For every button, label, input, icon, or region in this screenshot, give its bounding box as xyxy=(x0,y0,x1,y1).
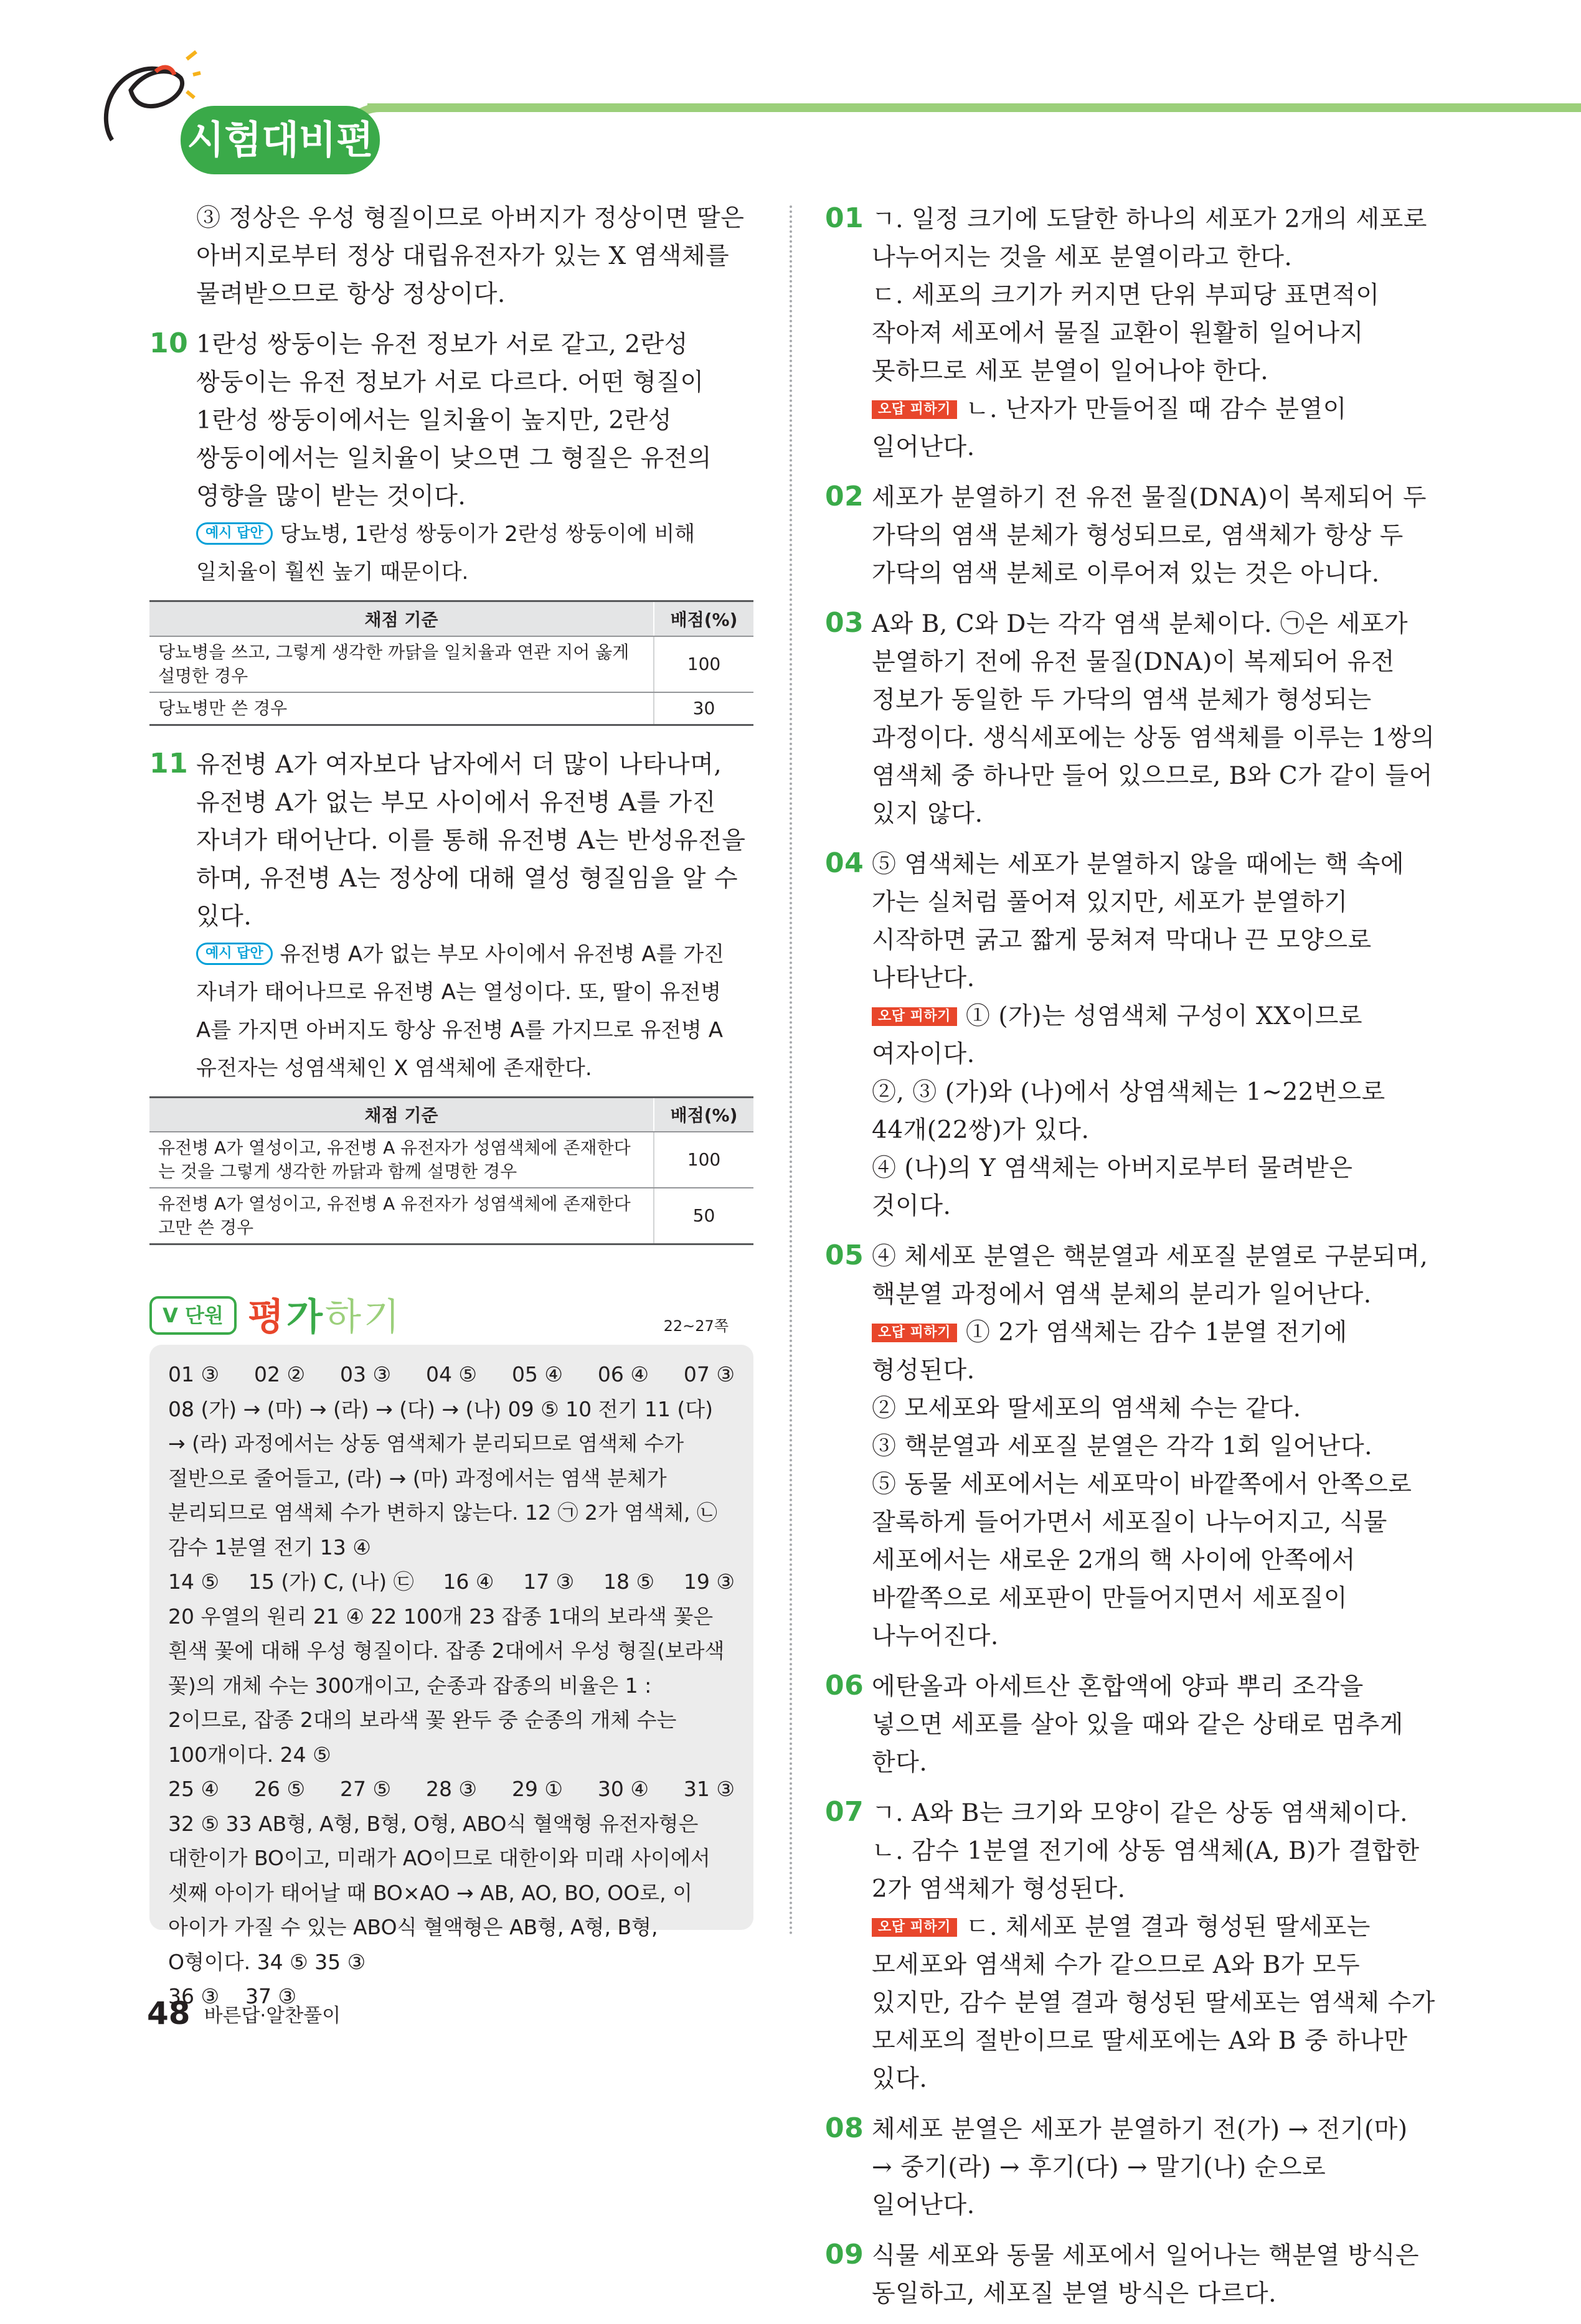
unit-badge: V 단원 xyxy=(149,1296,237,1335)
explanation-text: ④ (나)의 Y 염색체는 아버지로부터 물려받은 것이다. xyxy=(872,1154,1353,1220)
question-09 xyxy=(825,2236,1435,2313)
example-answer-text: 유전병 A가 없는 부모 사이에서 유전병 A를 가진 자녀가 태어나므로 유전병 A는 열성이다. 또, 딸이 유전병 A를 가지면 아버지도 항상 유전병 A를 가지므로 유전병 A 유전자는 성염색체인 X 염색체에 존재한다. xyxy=(196,941,725,1081)
wrong-answer-badge: 오답 피하기 xyxy=(872,1324,957,1342)
answer-item: 28 ③ xyxy=(425,1777,478,1801)
criteria-cell: 당뇨병을 쓰고, 그렇게 생각한 까닭을 일치율과 연관 지어 옳게 설명한 경우 xyxy=(149,636,654,692)
explanation-text: 유전병 A가 여자보다 남자에서 더 많이 나타나며, 유전병 A가 없는 부모 사이에서 유전병 A를 가진 자녀가 태어난다. 이를 통해 유전병 A는 반성유전을 하며, 유전병 A는 정상에 대해 열성 형질임을 알 수 있다. xyxy=(196,750,746,931)
evaluation-title-part: 하기 xyxy=(324,1296,402,1339)
evaluation-header xyxy=(149,1282,753,1351)
answer-item: 02 ② xyxy=(253,1362,306,1386)
question-07 xyxy=(825,1793,1435,2098)
example-answer-badge: 예시 답안 xyxy=(196,522,273,545)
question-number: 02 xyxy=(825,481,864,512)
table-row xyxy=(149,692,753,725)
criteria-cell: 당뇨병만 쓴 경우 xyxy=(149,692,654,725)
page-number: 48 xyxy=(147,1995,191,2031)
table-header-score: 배점(%) xyxy=(654,1097,753,1132)
explanation-text: ㄷ. 체세포 분열 결과 형성된 딸세포는 모세포와 염색체 수가 같으므로 A와 B가 모두 있지만, 감수 분열 결과 형성된 딸세포는 염색체 수가 모세포의 절반이므로 딸세포에는 A와 B 중 하나만 있다. xyxy=(872,1913,1435,2093)
left-column xyxy=(149,199,753,1264)
explanation-text: ① 2가 염색체는 감수 1분열 전기에 형성된다. xyxy=(872,1319,1347,1385)
answer-paragraph: 32 ⑤ 33 AB형, A형, B형, O형, ABO식 혈액형 유전자형은 대한이가 BO이고, 미래가 AO이므로 대한이와 미래 사이에서 셋째 아이가 태어날 때 BO×AO → AB, AO, BO, OO로, 이 아이가 가질 수 있는 ABO식 혈액형은 AB형, A형, B형, O형이다. 34 ⑤ 35 ③ xyxy=(168,1811,710,1974)
question-number: 05 xyxy=(825,1240,864,1271)
answer-item: 19 ③ xyxy=(683,1569,735,1594)
explanation-text: ④ 체세포 분열은 핵분열과 세포질 분열로 구분되며, 핵분열 과정에서 염색 분체의 분리가 일어난다. xyxy=(872,1243,1428,1309)
question-02 xyxy=(825,478,1435,593)
column-divider xyxy=(790,205,792,1936)
answer-item: 27 ⑤ xyxy=(339,1777,392,1801)
wrong-answer-badge: 오답 피하기 xyxy=(872,1918,957,1937)
answer-item: 16 ④ xyxy=(443,1569,494,1594)
wrong-answer-badge: 오답 피하기 xyxy=(872,1007,957,1026)
explanation-text: ②, ③ (가)와 (나)에서 상염색체는 1~22번으로 44개(22쌍)가 있다. xyxy=(872,1078,1385,1144)
score-cell: 50 xyxy=(654,1188,753,1244)
book-section-title: 바른답·알찬풀이 xyxy=(204,2004,341,2027)
table-row xyxy=(149,1132,753,1188)
answer-item: 25 ④ xyxy=(168,1777,220,1801)
question-05 xyxy=(825,1236,1435,1655)
answer-item: 30 ④ xyxy=(597,1777,649,1801)
answer-key-box xyxy=(149,1345,753,2008)
explanation-text: 에탄올과 아세트산 혼합액에 양파 뿌리 조각을 넣으면 세포를 살아 있을 때와 같은 상태로 멈추게 한다. xyxy=(872,1673,1404,1777)
question-number: 01 xyxy=(825,202,864,234)
explanation-text: ㄴ. 난자가 만들어질 때 감수 분열이 일어난다. xyxy=(872,395,1347,461)
right-column xyxy=(825,199,1435,2324)
example-answer-11 xyxy=(149,936,753,1088)
answer-item: 15 (가) C, (나) ㉢ xyxy=(248,1569,414,1594)
answer-item: 01 ③ xyxy=(168,1362,220,1386)
question-11 xyxy=(149,745,753,936)
explanation-text: ② 모세포와 딸세포의 염색체 수는 같다. xyxy=(872,1395,1301,1423)
table-row xyxy=(149,636,753,692)
evaluation-title-part: 평 xyxy=(248,1296,286,1339)
score-cell: 100 xyxy=(654,1132,753,1188)
score-cell: 30 xyxy=(654,692,753,725)
criteria-cell: 유전병 A가 열성이고, 유전병 A 유전자가 성염색체에 존재한다는 것을 그렇게 생각한 까닭과 함께 설명한 경우 xyxy=(149,1132,654,1188)
explanation-text: ㄱ. 일정 크기에 도달한 하나의 세포가 2개의 세포로 나누어지는 것을 세포 분열이라고 한다. xyxy=(872,205,1427,271)
answer-row xyxy=(168,1564,735,1599)
explanation-text: 세포가 분열하기 전 유전 물질(DNA)이 복제되어 두 가닥의 염색 분체가 형성되므로, 염색체가 항상 두 가닥의 염색 분체로 이루어져 있는 것은 아니다. xyxy=(872,484,1427,588)
criteria-cell: 유전병 A가 열성이고, 유전병 A 유전자가 성염색체에 존재한다고만 쓴 경우 xyxy=(149,1188,654,1244)
question-06 xyxy=(825,1667,1435,1782)
question-01 xyxy=(825,199,1435,466)
answer-item: 06 ④ xyxy=(597,1362,649,1386)
question-number: 11 xyxy=(149,747,189,779)
question-number: 04 xyxy=(825,847,864,879)
continued-answer: ③ 정상은 우성 형질이므로 아버지가 정상이면 딸은 아버지로부터 정상 대립유전자가 있는 X 염색체를 물려받으므로 항상 정상이다. xyxy=(196,204,745,308)
explanation-text: 1란성 쌍둥이는 유전 정보가 서로 같고, 2란성 쌍둥이는 유전 정보가 서로 다르다. 어떤 형질이 1란성 쌍둥이에서는 일치율이 높지만, 2란성 쌍둥이에서는 일치율이 낮으면 그 형질은 유전의 영향을 많이 받는 것이다. xyxy=(196,331,712,510)
page-footer xyxy=(147,1995,341,2031)
answer-item: 18 ⑤ xyxy=(603,1569,655,1594)
question-10 xyxy=(149,324,753,515)
wrong-answer-badge: 오답 피하기 xyxy=(872,400,957,419)
answer-item: 07 ③ xyxy=(683,1362,735,1386)
explanation-text: ① (가)는 성염색체 구성이 XX이므로 여자이다. xyxy=(872,1002,1363,1068)
answer-item: 17 ③ xyxy=(523,1569,575,1594)
example-answer-badge: 예시 답안 xyxy=(196,943,273,965)
example-answer-10 xyxy=(149,515,753,591)
evaluation-title xyxy=(248,1287,402,1341)
explanation-text: 식물 세포와 동물 세포에서 일어나는 핵분열 방식은 동일하고, 세포질 분열 방식은 다르다. xyxy=(872,2242,1420,2308)
answer-paragraph: 08 (가) → (마) → (라) → (다) → (나) 09 ⑤ 10 전기 11 (다) → (라) 과정에서는 상동 염색체가 분리되므로 염색체 수가 절반으로 줄어들고, (라) → (마) 과정에서는 염색 분체가 분리되므로 염색체 수가 변하지 않는다. 12 ㉠ 2가 염색체, ㉡ 감수 1분열 전기 13 ④ xyxy=(168,1396,717,1560)
answer-item: 37 ③ xyxy=(245,1984,297,2008)
answer-item: 04 ⑤ xyxy=(425,1362,478,1386)
question-number: 07 xyxy=(825,1796,864,1828)
question-number: 03 xyxy=(825,607,864,639)
explanation-text: ㄷ. 세포의 크기가 커지면 단위 부피당 표면적이 작아져 세포에서 물질 교환이 원활히 일어나지 못하므로 세포 분열이 일어나야 한다. xyxy=(872,281,1380,385)
answer-row xyxy=(168,1357,735,1392)
table-row xyxy=(149,1188,753,1244)
answer-paragraph: 20 우열의 원리 21 ④ 22 100개 23 잡종 1대의 보라색 꽃은 흰색 꽃에 대해 우성 형질이다. 잡종 2대에서 우성 형질(보라색 꽃)의 개체 수는 300개이고, 순종과 잡종의 비율은 1 : 2이므로, 잡종 2대의 보라색 꽃 완두 중 순종의 개체 수는 100개이다. 24 ⑤ xyxy=(168,1604,725,1767)
answer-item: 14 ⑤ xyxy=(168,1569,220,1594)
answer-item: 31 ③ xyxy=(683,1777,735,1801)
answer-item: 03 ③ xyxy=(339,1362,392,1386)
page-range: 22~27쪽 xyxy=(663,1317,729,1335)
question-08 xyxy=(825,2109,1435,2224)
section-badge: 시험대비편 xyxy=(181,106,380,174)
table-header-score: 배점(%) xyxy=(654,601,753,636)
scoring-table-10 xyxy=(149,600,753,726)
explanation-text: ⑤ 염색체는 세포가 분열하지 않을 때에는 핵 속에 가는 실처럼 풀어져 있지만, 세포가 분열하기 시작하면 굵고 짧게 뭉쳐져 막대나 끈 모양으로 나타난다. xyxy=(872,850,1405,992)
evaluation-title-part: 가 xyxy=(286,1296,325,1339)
explanation-text: ㄴ. 감수 1분열 전기에 상동 염색체(A, B)가 결합한 2가 염색체가 형성된다. xyxy=(872,1837,1420,1903)
score-cell: 100 xyxy=(654,636,753,692)
table-header-criteria: 채점 기준 xyxy=(149,1097,654,1132)
header-rule xyxy=(367,103,1581,112)
explanation-text: ③ 핵분열과 세포질 분열은 각각 1회 일어난다. xyxy=(872,1433,1373,1461)
question-number: 09 xyxy=(825,2239,864,2270)
answer-item: 05 ④ xyxy=(511,1362,564,1386)
answer-item: 29 ① xyxy=(511,1777,564,1801)
example-answer-text: 당뇨병, 1란성 쌍둥이가 2란성 쌍둥이에 비해 일치율이 훨씬 높기 때문이다. xyxy=(196,522,696,585)
scoring-table-11 xyxy=(149,1096,753,1246)
question-number: 10 xyxy=(149,327,189,359)
explanation-text: A와 B, C와 D는 각각 염색 분체이다. ㉠은 세포가 분열하기 전에 유전 물질(DNA)이 복제되어 유전 정보가 동일한 두 가닥의 염색 분체가 형성되는 과정이다. 생식세포에는 상동 염색체를 이루는 1쌍의 염색체 중 하나만 들어 있으므로, B와 C가 같이 들어 있지 않다. xyxy=(872,610,1435,828)
explanation-text: ㄱ. A와 B는 크기와 모양이 같은 상동 염색체이다. xyxy=(872,1799,1409,1827)
question-04 xyxy=(825,844,1435,1225)
explanation-text: ⑤ 동물 세포에서는 세포막이 바깥쪽에서 안쪽으로 잘록하게 들어가면서 세포질이 나누어지고, 식물 세포에서는 새로운 2개의 핵 사이에 안쪽에서 바깥쪽으로 세포판이 만들어지면서 세포질이 나누어진다. xyxy=(872,1470,1412,1650)
answer-row xyxy=(168,1772,735,1807)
question-number: 08 xyxy=(825,2112,864,2144)
question-number: 06 xyxy=(825,1670,864,1701)
answer-item: 36 ③ xyxy=(168,1984,220,2008)
question-03 xyxy=(825,604,1435,833)
table-header-criteria: 채점 기준 xyxy=(149,601,654,636)
answer-item: 26 ⑤ xyxy=(253,1777,306,1801)
explanation-text: 체세포 분열은 세포가 분열하기 전(가) → 전기(마) → 중기(라) → 후기(다) → 말기(나) 순으로 일어난다. xyxy=(872,2115,1408,2219)
